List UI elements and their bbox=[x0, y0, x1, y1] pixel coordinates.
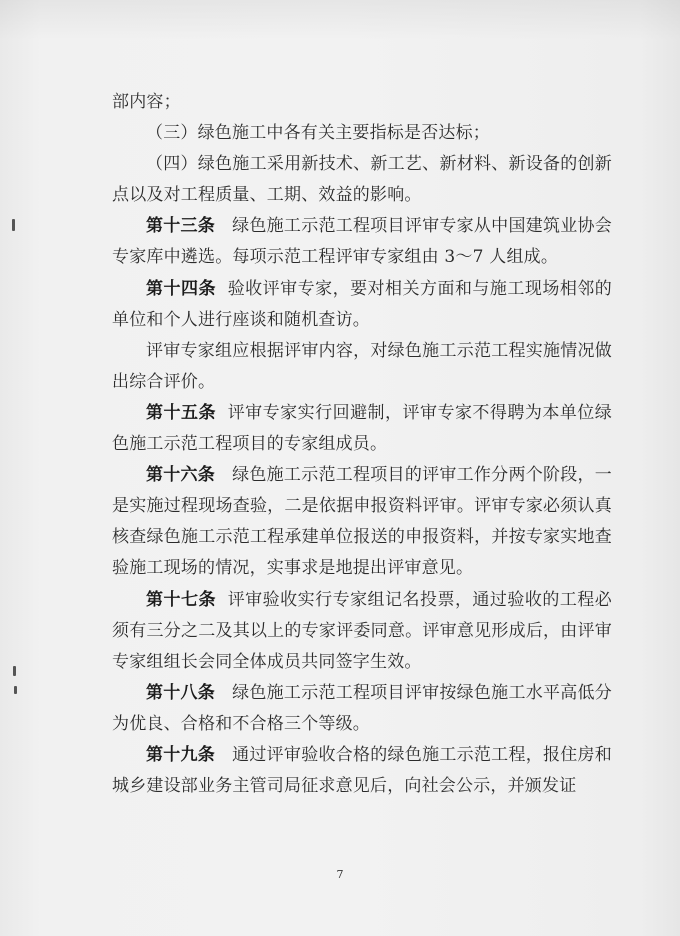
article-number: 第十四条 bbox=[146, 278, 216, 299]
article-number: 第十六条 bbox=[146, 465, 216, 486]
paragraph-text: 验收评审专家，要对相关方面和与施工现场相邻的单位和个人进行座谈和随机查访。 bbox=[112, 278, 612, 330]
paragraph bbox=[112, 149, 612, 211]
paragraph bbox=[112, 87, 612, 118]
article-13 bbox=[112, 211, 612, 273]
binding-mark bbox=[12, 219, 15, 231]
article-number: 第十三条 bbox=[146, 216, 216, 237]
article-18 bbox=[112, 678, 612, 740]
article-number: 第十七条 bbox=[146, 589, 216, 610]
paragraph-text: 评审专家组应根据评审内容，对绿色施工示范工程实施情况做出综合评价。 bbox=[112, 340, 612, 392]
paragraph-text: 通过评审验收合格的绿色施工示范工程，报住房和城乡建设部业务主管司局征求意见后，向社会公示，并颁发证 bbox=[112, 744, 613, 797]
paragraph-text: 评审专家实行回避制，评审专家不得聘为本单位绿色施工示范工程项目的专家组成员。 bbox=[112, 402, 612, 455]
binding-mark bbox=[14, 686, 17, 694]
page-number: 7 bbox=[336, 868, 344, 881]
binding-mark bbox=[13, 666, 16, 676]
article-19 bbox=[112, 740, 612, 802]
paragraph-text: 绿色施工示范工程项目评审专家从中国建筑业协会专家库中遴选。每项示范工程评审专家组由 3～7 人组成。 bbox=[112, 216, 613, 268]
article-number: 第十五条 bbox=[146, 402, 216, 423]
paragraph bbox=[112, 118, 612, 149]
paragraph-text: （三）绿色施工中各有关主要指标是否达标； bbox=[146, 123, 490, 144]
article-17 bbox=[112, 585, 612, 678]
paragraph-text: 部内容； bbox=[112, 92, 181, 112]
body-text bbox=[112, 87, 612, 802]
paragraph bbox=[112, 336, 612, 398]
article-15 bbox=[112, 398, 612, 460]
scan-shadow bbox=[0, 0, 680, 40]
paragraph-text: 绿色施工示范工程项目的评审工作分两个阶段，一是实施过程现场查验，二是依据申报资料评审。评审专家必须认真核查绿色施工示范工程承建单位报送的申报资料，并按专家实地查验施工现场的情况，实事求是地提出评审意见。 bbox=[112, 465, 613, 579]
article-16 bbox=[112, 460, 612, 584]
article-number: 第十九条 bbox=[146, 744, 216, 765]
paragraph-text: 绿色施工示范工程项目评审按绿色施工水平高低分为优良、合格和不合格三个等级。 bbox=[112, 682, 613, 734]
article-number: 第十八条 bbox=[146, 682, 216, 703]
article-14 bbox=[112, 274, 612, 336]
paragraph-text: 评审验收实行专家组记名投票，通过验收的工程必须有三分之二及其以上的专家评委同意。评审意见形成后，由评审专家组组长会同全体成员共同签字生效。 bbox=[112, 589, 612, 672]
paragraph-text: （四）绿色施工采用新技术、新工艺、新材料、新设备的创新点以及对工程质量、工期、效益的影响。 bbox=[112, 154, 612, 206]
